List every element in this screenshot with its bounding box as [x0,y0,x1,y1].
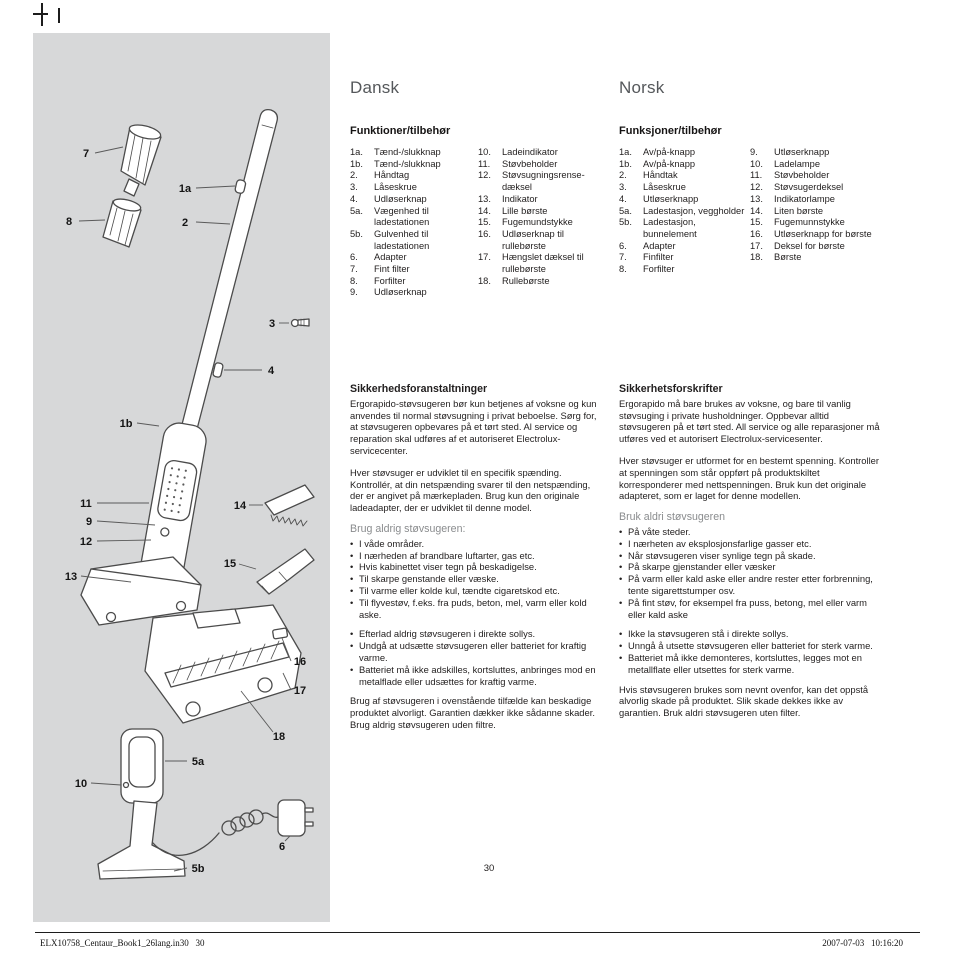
diagram-label-3: 3 [268,318,276,330]
part-list-item [750,217,881,229]
bullet-text: Til skarpe genstande eller væske. [359,573,499,585]
part-name: Forfilter [643,264,675,275]
bullet-text: Batteriet må ikke demonteres, kortsluttes, legges mot en metallflate eller utsettes for sterk varme. [628,651,862,675]
part-name: Gulvenhed til ladestationen [374,228,430,251]
bullet-marker: • [350,561,354,573]
bullet-item [619,573,881,597]
part-name: Forfilter [374,275,406,286]
part-name: Rullebørste [502,275,550,286]
part-list-item [350,206,478,229]
part-list-item [350,182,478,194]
danish-parts-col1 [350,147,478,299]
diagram-label-11: 11 [80,498,92,510]
norwegian-parts-list [619,147,881,276]
bullet-text: Batteriet må ikke adskilles, kortsluttes, anbringes mod en metalflade eller udsættes for kraftig varme. [359,663,596,687]
part-list-item [619,159,750,171]
part-number: 5b. [619,217,632,228]
part-number: 18. [750,252,763,263]
norwegian-safety-paragraph-1: Ergorapido må bare brukes av voksne, og bare til vanlig støvsuging i private husholdninger. Oppbevar alltid støvsugeren på et tørt sted. All service og alle reparasjoner må utføres ved et autorisert Electrolux-servicesenter. [619,397,880,445]
part-name: Udløserknap til rullebørste [502,228,565,251]
part-number: 15. [750,217,763,228]
crevice-nozzle-part [257,549,314,594]
part-list-item [350,170,478,182]
danish-bullet-list-1 [350,538,606,621]
bullet-item [619,652,881,676]
part-name: Fugemunnstykke [774,217,845,228]
diagram-label-13: 13 [64,571,78,583]
danish-features-heading: Funktioner/tilbehør [350,125,451,137]
part-number: 1a. [619,147,632,157]
bullet-marker: • [350,549,354,561]
part-name: Indikator [502,193,538,204]
part-list-item [750,147,881,159]
bullet-item [350,538,606,550]
bullet-marker: • [350,628,354,640]
part-list-item [350,147,478,159]
bullet-text: Undgå at udsætte støvsugeren eller batteriet for kraftig varme. [359,640,587,663]
danish-safety-section [350,384,606,741]
bullet-item [619,597,881,621]
bullet-text: Hvis kabinettet viser tegn på beskadigelse. [359,561,537,573]
adapter-part [153,800,313,855]
part-list-item [478,252,606,275]
pre-filter-part [103,197,142,247]
part-list-item [619,170,750,182]
part-list-item [478,194,606,206]
part-number: 17. [478,252,491,263]
diagram-label-9: 9 [85,516,93,528]
part-name: Tænd-/slukknap [374,158,441,169]
danish-safety-paragraph-2: Hver støvsuger er udviklet til en specifik spænding. Kontrollér, at din netspænding svarer til den netspænding, der er angivet på mærkepladen. Brug kun den originale ladeadapter, der er udviklet til denne model. [350,466,591,514]
part-number: 1b. [619,158,632,169]
part-list-item [750,170,881,182]
bullet-text: På fint støv, for eksempel fra puss, betong, mel eller varm eller kald aske [628,596,867,620]
danish-language-title: Dansk [350,78,400,97]
norwegian-column [619,78,881,276]
charging-floor-unit-part [98,801,185,879]
part-name: Lille børste [502,205,548,216]
part-name: Finfilter [643,252,674,263]
part-number: 6. [350,252,358,263]
part-number: 10. [750,158,763,169]
diagram-label-1b: 1b [119,418,133,430]
part-name: Børste [774,252,802,263]
part-name: Fugemundstykke [502,217,573,228]
bullet-marker: • [619,525,623,537]
part-list-item [478,276,606,288]
norwegian-never-use-subheading: Bruk aldri støvsugeren [619,511,725,524]
diagram-label-8: 8 [65,216,73,228]
bullet-item [350,550,606,562]
part-list-item [350,229,478,252]
diagram-label-10: 10 [74,778,88,790]
part-name: Udløserknap [374,287,427,298]
diagram-label-5b: 5b [191,863,205,875]
part-number: 9. [750,147,758,157]
part-name: Av/på-knapp [643,158,696,169]
part-name: Låseskrue [374,182,417,193]
part-number: 1b. [350,158,363,169]
bullet-item [619,628,881,640]
part-number: 14. [750,205,763,216]
part-list-item [750,182,881,194]
part-list-item [478,206,606,218]
norwegian-bullet-list-1 [619,526,881,620]
part-number: 5a. [619,205,632,216]
small-brush-part [265,485,314,526]
part-name: Håndtak [643,170,678,181]
bullet-item [619,526,881,538]
part-name: Tænd-/slukknap [374,147,441,157]
bullet-marker: • [619,640,623,652]
part-number: 8. [350,275,358,286]
part-name: Ladestasjon, veggholder [643,205,745,216]
bullet-text: På varm eller kald aske eller andre rester etter forbrenning, tente sigarettstumper osv. [628,573,873,596]
part-list-item [478,217,606,229]
part-name: Deksel for børste [774,240,845,251]
part-number: 16. [750,228,763,239]
part-list-item [350,252,478,264]
part-number: 12. [750,182,763,193]
crop-mark [33,13,48,15]
part-list-item [350,159,478,171]
vacuum-parts-diagram [33,33,330,922]
part-name: Adapter [643,240,676,251]
part-name: Støvbeholder [502,158,558,169]
crop-mark [58,8,60,23]
part-number: 14. [478,205,491,216]
diagram-label-16: 16 [293,656,307,668]
fine-filter-part [121,122,162,196]
bullet-marker: • [350,640,354,652]
part-list-item [750,159,881,171]
part-list-item [350,264,478,276]
norwegian-safety-closing: Hvis støvsugeren brukes som nevnt ovenfor, kan det oppstå alvorlig skade på produktet. Slik skade dekkes ikke av garantien. Bruk aldri støvsugeren uten filter. [619,683,869,719]
diagram-label-2: 2 [181,217,189,229]
part-number: 12. [478,170,491,181]
part-name: Utløserknapp for børste [774,228,872,239]
bullet-item [350,573,606,585]
part-number: 1a. [350,147,363,157]
diagram-label-15: 15 [223,558,237,570]
norwegian-language-title: Norsk [619,78,665,97]
part-list-item [619,264,750,276]
diagram-label-17: 17 [293,685,307,697]
part-name: Av/på-knapp [643,147,696,157]
part-list-item [350,287,478,299]
part-list-item [619,217,750,240]
bullet-text: På våte steder. [628,525,691,537]
part-number: 2. [619,170,627,181]
part-number: 11. [750,170,763,181]
norwegian-safety-paragraph-2: Hver støvsuger er utformet for en bestemt spenning. Kontroller at spenningen som står oppført på produktskiltet korresponderer med nettspenningen. Bruk kun det originale adapteret, som er laget for denne modellen. [619,454,880,502]
bullet-text: I nærheden af brandbare luftarter, gas etc. [359,549,535,561]
diagram-label-1a: 1a [178,183,192,195]
bullet-marker: • [350,537,354,549]
part-name: Ladestasjon, bunnelement [643,217,697,239]
part-list-item [478,170,606,193]
diagram-label-5a: 5a [191,756,205,768]
bullet-item [619,640,881,652]
part-list-item [619,252,750,264]
norwegian-safety-heading: Sikkerhetsforskrifter [619,383,723,395]
danish-safety-paragraph-1: Ergorapido-støvsugeren bør kun betjenes af voksne og kun anvendes til normal støvsugning i privat beboelse. Sørg for, at støvsugeren opbevares på et tørt sted. Al service og reparation skal udføres af et autoriseret Electrolux-servicecenter. [350,397,597,456]
bullet-marker: • [619,628,623,640]
part-list-item [619,194,750,206]
bullet-text: Unngå å utsette støvsugeren eller batteriet for sterk varme. [628,640,873,652]
diagram-label-4: 4 [267,365,275,377]
part-list-item [350,194,478,206]
bullet-marker: • [619,596,623,608]
bullet-item [350,628,606,640]
part-number: 4. [350,193,358,204]
part-name: Adapter [374,252,407,263]
part-number: 3. [350,182,358,193]
part-number: 11. [478,158,491,169]
bullet-text: Til varme eller kolde kul, tændte cigaretskod etc. [359,584,560,596]
diagram-label-18: 18 [272,731,286,743]
part-list-item [619,206,750,218]
part-list-item [478,229,606,252]
part-list-item [350,276,478,288]
part-list-item [750,252,881,264]
part-list-item [478,147,606,159]
part-number: 13. [750,193,763,204]
bullet-text: På skarpe gjenstander eller væsker [628,561,776,573]
part-number: 17. [750,240,763,251]
norwegian-bullet-list-2 [619,628,881,675]
part-name: Udløserknap [374,193,427,204]
part-name: Hængslet dæksel til rullebørste [502,252,584,275]
part-name: Støvsugningsrense-dæksel [502,170,585,193]
bullet-item [350,597,606,621]
part-name: Liten børste [774,205,824,216]
bullet-text: Til flyvestøv, f.eks. fra puds, beton, mel, varm eller kold aske. [359,596,587,620]
bullet-item [619,550,881,562]
part-name: Låseskrue [643,182,686,193]
part-number: 7. [619,252,627,263]
part-number: 13. [478,193,491,204]
part-list-item [619,147,750,159]
part-number: 7. [350,264,358,275]
part-number: 4. [619,193,627,204]
part-name: Håndtag [374,170,410,181]
part-name: Ladelampe [774,158,821,169]
bullet-text: Ikke la støvsugeren stå i direkte sollys. [628,628,789,640]
part-number: 16. [478,228,491,239]
part-list-item [750,206,881,218]
part-number: 18. [478,275,491,286]
part-name: Utløserknapp [643,193,699,204]
locking-screw-part [292,319,310,327]
bullet-marker: • [350,584,354,596]
part-name: Støvbeholder [774,170,830,181]
part-list-item [750,194,881,206]
part-list-item [619,241,750,253]
part-number: 8. [619,264,627,275]
danish-bullet-list-2 [350,628,606,687]
page-number: 30 [483,863,495,874]
part-list-item [750,241,881,253]
roller-nozzle-part [145,605,301,723]
bullet-marker: • [619,561,623,573]
bullet-marker: • [619,537,623,549]
bullet-text: Når støvsugeren viser synlige tegn på skade. [628,549,816,561]
bullet-marker: • [619,549,623,561]
footer-timestamp: 2007-07-03 10:16:20 [822,938,903,948]
part-name: Støvsugerdeksel [774,182,844,193]
part-number: 2. [350,170,358,181]
footer-rule [35,932,920,933]
diagram-label-7: 7 [82,148,90,160]
norwegian-parts-col1 [619,147,750,276]
part-list-item [750,229,881,241]
part-number: 9. [350,287,358,298]
part-number: 5a. [350,205,363,216]
part-number: 10. [478,147,491,157]
bullet-marker: • [619,573,623,585]
bullet-item [350,664,606,688]
part-number: 3. [619,182,627,193]
part-number: 15. [478,217,491,228]
bullet-text: I våde områder. [359,537,425,549]
part-list-item [478,159,606,171]
diagram-label-12: 12 [79,536,93,548]
norwegian-features-heading: Funksjoner/tilbehør [619,125,722,137]
diagram-label-6: 6 [278,841,286,853]
danish-column [350,78,606,299]
danish-safety-heading: Sikkerhedsforanstaltninger [350,383,488,395]
part-name: Ladeindikator [502,147,558,157]
danish-never-use-subheading: Brug aldrig støvsugeren: [350,522,466,535]
bullet-marker: • [350,573,354,585]
diagram-label-14: 14 [233,500,247,512]
danish-parts-col2 [478,147,606,299]
norwegian-safety-section [619,384,881,729]
bullet-item [619,538,881,550]
bullet-marker: • [350,596,354,608]
part-name: Utløserknapp [774,147,830,157]
part-name: Indikatorlampe [774,193,835,204]
danish-safety-closing: Brug af støvsugeren i ovenstående tilfælde kan beskadige produktet alvorligt. Garantien dækker ikke sådanne skader. Brug aldrig støvsugeren uden filtre. [350,695,595,730]
bullet-item [350,561,606,573]
bullet-text: Efterlad aldrig støvsugeren i direkte sollys. [359,628,536,640]
part-number: 6. [619,240,627,251]
bullet-item [350,585,606,597]
danish-parts-list [350,147,606,299]
part-name: Fint filter [374,264,410,275]
part-number: 5b. [350,228,363,239]
footer-file-info: ELX10758_Centaur_Book1_26lang.in30 30 [40,938,205,948]
bullet-text: I nærheten av eksplosjonsfarlige gasser etc. [628,537,812,549]
bullet-item [619,561,881,573]
part-list-item [619,182,750,194]
handle-stick-part [174,110,277,460]
norwegian-parts-col2 [750,147,881,276]
part-name: Vægenhed til ladestationen [374,205,430,228]
bullet-marker: • [619,651,623,663]
bullet-marker: • [350,663,354,675]
bullet-item [350,640,606,664]
